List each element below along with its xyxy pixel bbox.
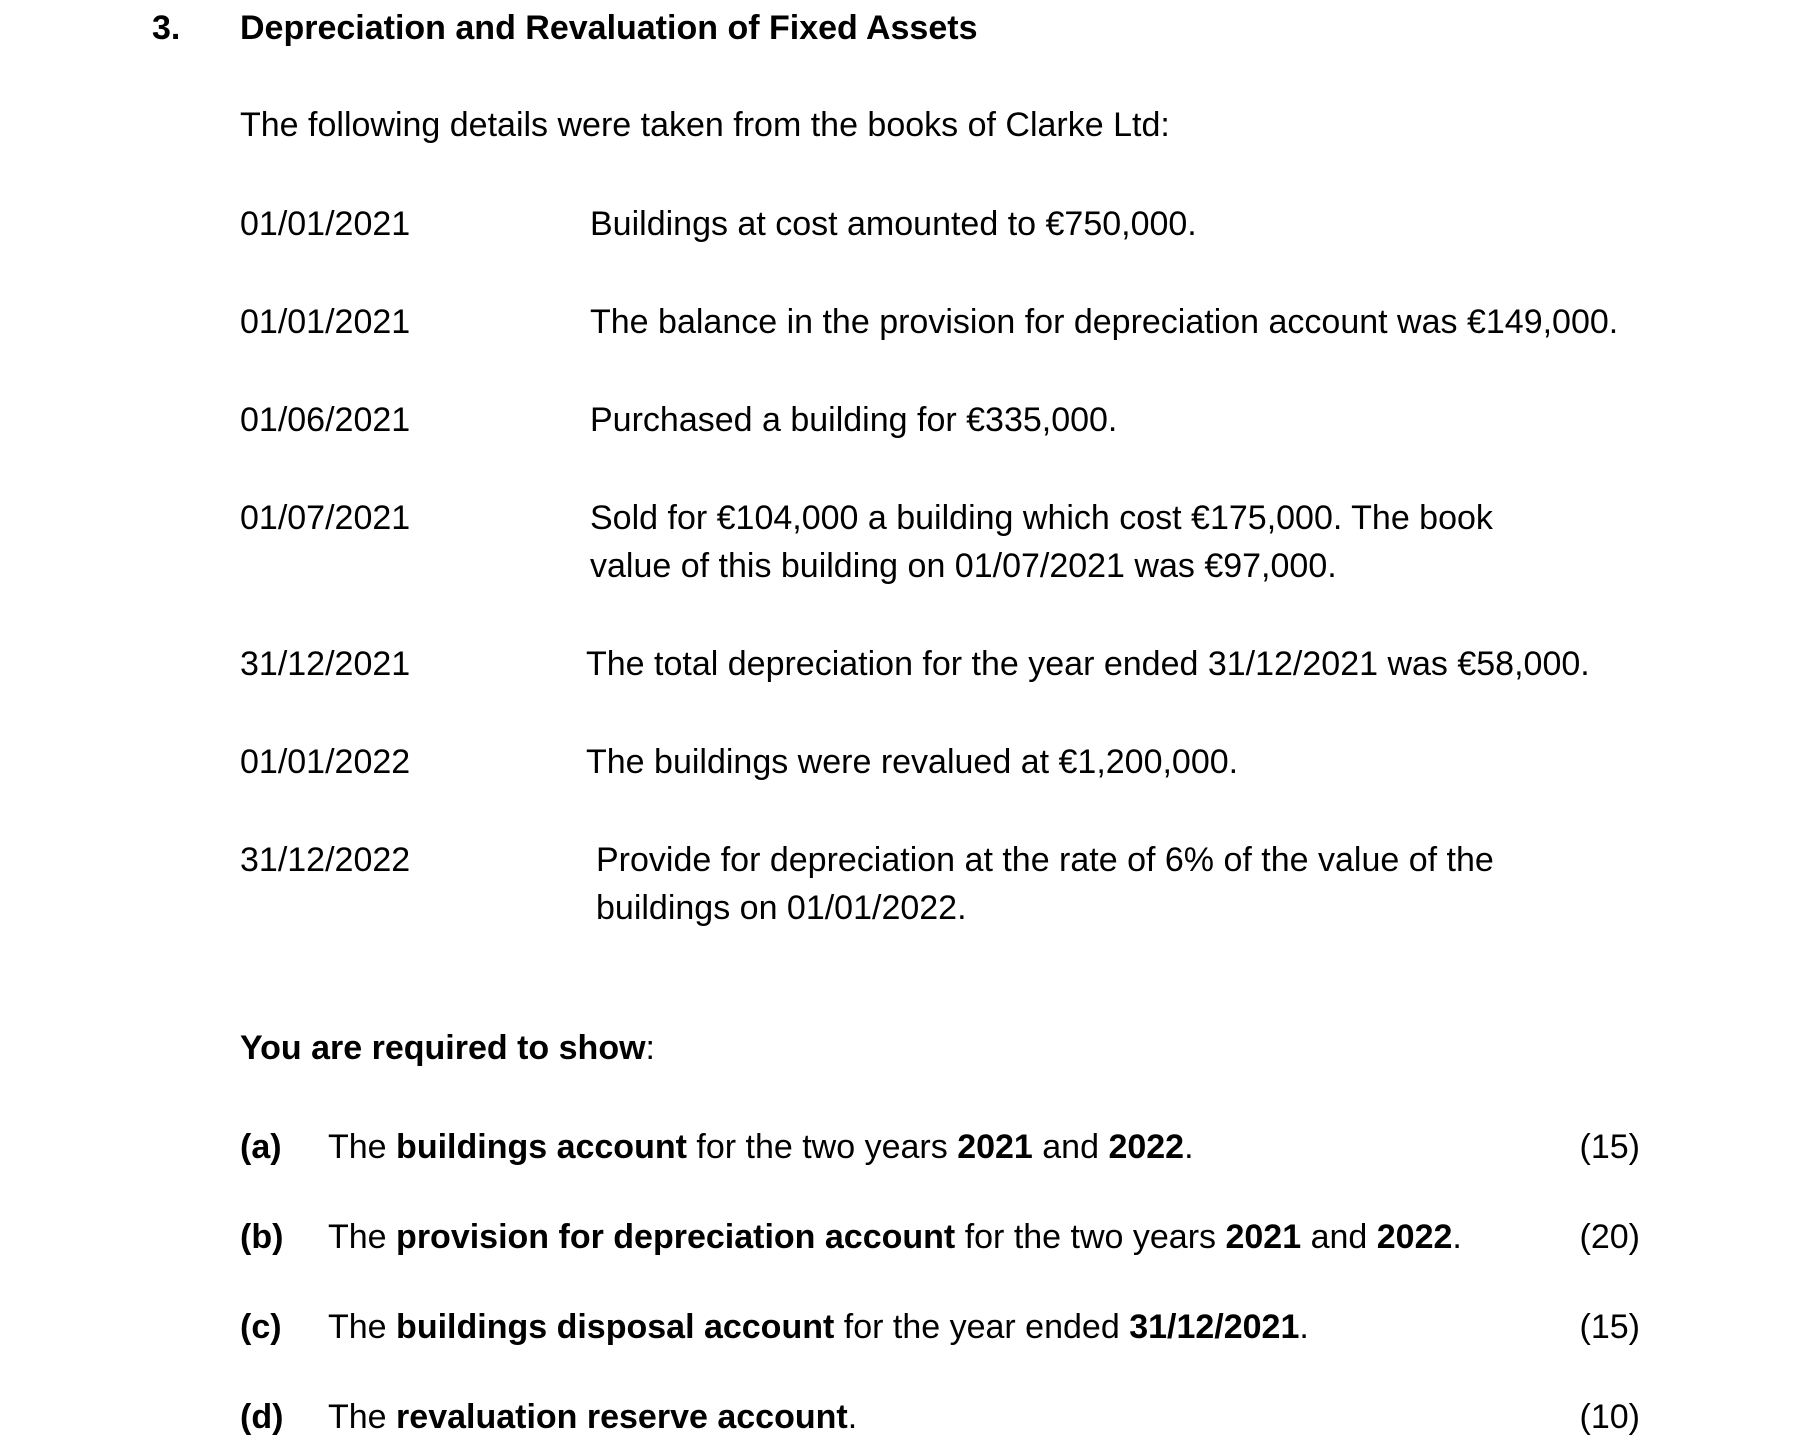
entry-date: 01/01/2022 [240, 743, 411, 781]
part-label: (a) [240, 1128, 282, 1166]
entry-date: 01/06/2021 [240, 401, 411, 439]
part-text: The provision for depreciation account for the two years 2021 and 2022. [328, 1218, 1462, 1256]
part-label: (c) [240, 1308, 282, 1346]
entry-description: Sold for €104,000 a building which cost €175,000. The book value of this building on 01/07/2021 was €97,000. [590, 499, 1493, 585]
question-number: 3. [152, 9, 181, 47]
entry-date: 01/01/2021 [240, 303, 411, 341]
entry-description: The buildings were revalued at €1,200,000. [586, 743, 1239, 781]
part-c [240, 1305, 1640, 1349]
part-marks: (15) [1579, 1308, 1640, 1346]
required-heading-bold: You are required to show [240, 1029, 646, 1067]
entry-date: 31/12/2021 [240, 645, 411, 683]
part-marks: (20) [1579, 1218, 1640, 1256]
entry-date: 01/07/2021 [240, 499, 411, 537]
entry-description: Purchased a building for €335,000. [590, 401, 1118, 439]
entry-description: The total depreciation for the year ended 31/12/2021 was €58,000. [586, 645, 1590, 683]
part-text: The buildings account for the two years 2021 and 2022. [328, 1128, 1194, 1166]
part-d [240, 1395, 1640, 1439]
part-a [240, 1125, 1640, 1169]
entry-description: Provide for depreciation at the rate of 6% of the value of the buildings on 01/01/2022. [596, 841, 1494, 927]
part-label: (b) [240, 1218, 284, 1256]
part-label: (d) [240, 1398, 284, 1436]
part-b [240, 1215, 1640, 1259]
part-marks: (10) [1579, 1398, 1640, 1436]
part-marks: (15) [1579, 1128, 1640, 1166]
entry-description: The balance in the provision for depreciation account was €149,000. [590, 303, 1619, 341]
required-heading-suffix: : [645, 1029, 655, 1067]
question-title: Depreciation and Revaluation of Fixed Assets [240, 9, 978, 47]
entry-description: Buildings at cost amounted to €750,000. [590, 205, 1197, 243]
part-text: The buildings disposal account for the year ended 31/12/2021. [328, 1308, 1309, 1346]
entry-date: 01/01/2021 [240, 205, 411, 243]
required-heading [240, 1028, 655, 1068]
part-text: The revaluation reserve account. [328, 1398, 858, 1436]
entry-date: 31/12/2022 [240, 841, 411, 879]
intro-text: The following details were taken from the books of Clarke Ltd: [240, 106, 1170, 144]
